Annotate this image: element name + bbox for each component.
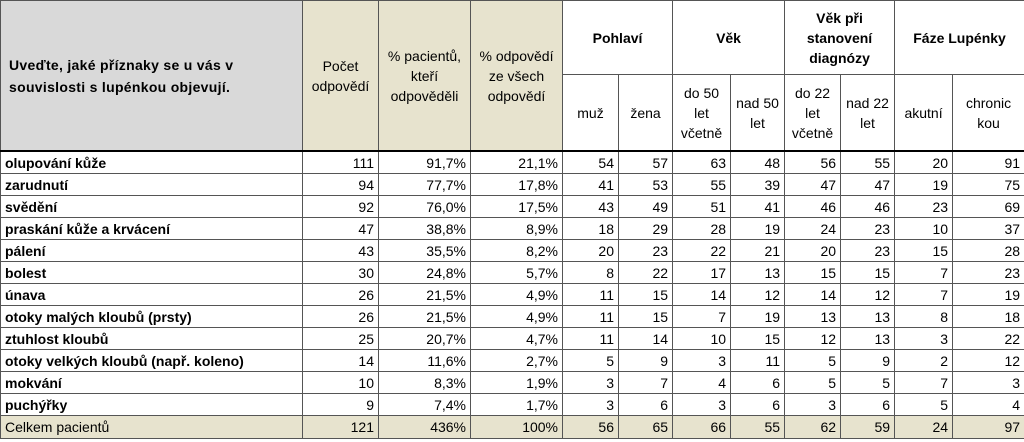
row-cell: 10	[895, 218, 953, 240]
table-row	[1, 151, 1024, 174]
row-cell: 22	[619, 262, 673, 284]
row-cell: 63	[673, 151, 731, 174]
row-cell: 41	[731, 196, 785, 218]
row-label: svědění	[1, 196, 303, 218]
row-cell: 47	[841, 174, 895, 196]
pct-answers-header: % odpovědí ze všech odpovědí	[471, 1, 563, 152]
row-cell: 69	[953, 196, 1024, 218]
total-cell: 24	[895, 416, 953, 439]
table-row	[1, 262, 1024, 284]
row-cell: 29	[619, 218, 673, 240]
sub-header-female: žena	[619, 75, 673, 152]
sub-header-male: muž	[563, 75, 619, 152]
row-cell: 76,0%	[379, 196, 471, 218]
row-cell: 15	[619, 306, 673, 328]
row-cell: 35,5%	[379, 240, 471, 262]
table-row	[1, 394, 1024, 416]
row-cell: 38,8%	[379, 218, 471, 240]
row-cell: 3	[673, 394, 731, 416]
group-header-gender: Pohlaví	[563, 1, 673, 75]
row-cell: 77,7%	[379, 174, 471, 196]
row-cell: 21,1%	[471, 151, 563, 174]
row-cell: 11	[731, 350, 785, 372]
row-cell: 5	[563, 350, 619, 372]
row-label: puchýřky	[1, 394, 303, 416]
row-cell: 7	[673, 306, 731, 328]
row-cell: 3	[563, 394, 619, 416]
row-cell: 51	[673, 196, 731, 218]
group-header-age: Věk	[673, 1, 785, 75]
row-label: olupování kůže	[1, 151, 303, 174]
row-cell: 43	[303, 240, 379, 262]
row-cell: 6	[619, 394, 673, 416]
total-cell: 62	[785, 416, 841, 439]
row-cell: 20	[563, 240, 619, 262]
row-cell: 17,5%	[471, 196, 563, 218]
row-cell: 6	[731, 394, 785, 416]
row-cell: 4	[953, 394, 1024, 416]
row-cell: 18	[563, 218, 619, 240]
row-cell: 7,4%	[379, 394, 471, 416]
row-cell: 4	[673, 372, 731, 394]
row-cell: 49	[619, 196, 673, 218]
row-cell: 20	[895, 151, 953, 174]
row-cell: 9	[303, 394, 379, 416]
row-cell: 46	[785, 196, 841, 218]
row-cell: 5,7%	[471, 262, 563, 284]
sub-header-diag-under-22: do 22 let včetně	[785, 75, 841, 152]
row-cell: 37	[953, 218, 1024, 240]
row-cell: 3	[953, 372, 1024, 394]
row-cell: 3	[563, 372, 619, 394]
row-cell: 41	[563, 174, 619, 196]
table-row	[1, 372, 1024, 394]
row-cell: 4,7%	[471, 328, 563, 350]
sub-header-age-over-50: nad 50 let	[731, 75, 785, 152]
row-cell: 17	[673, 262, 731, 284]
row-cell: 3	[673, 350, 731, 372]
total-cell: 65	[619, 416, 673, 439]
row-cell: 12	[953, 350, 1024, 372]
table-body	[1, 151, 1024, 416]
row-label: ztuhlost kloubů	[1, 328, 303, 350]
row-cell: 30	[303, 262, 379, 284]
row-cell: 56	[785, 151, 841, 174]
row-cell: 14	[785, 284, 841, 306]
row-cell: 92	[303, 196, 379, 218]
total-cell: 436%	[379, 416, 471, 439]
sub-header-age-under-50: do 50 let včetně	[673, 75, 731, 152]
row-cell: 5	[785, 372, 841, 394]
row-cell: 2,7%	[471, 350, 563, 372]
row-cell: 14	[673, 284, 731, 306]
row-cell: 5	[785, 350, 841, 372]
row-cell: 13	[841, 328, 895, 350]
row-cell: 11	[563, 328, 619, 350]
row-cell: 19	[895, 174, 953, 196]
row-cell: 12	[841, 284, 895, 306]
total-row	[1, 416, 1024, 439]
row-cell: 8	[895, 306, 953, 328]
sub-header-chronic: chronic kou	[953, 75, 1024, 152]
table-row	[1, 350, 1024, 372]
row-cell: 47	[303, 218, 379, 240]
group-header-phase: Fáze Lupénky	[895, 1, 1024, 75]
row-cell: 21,5%	[379, 284, 471, 306]
row-cell: 1,7%	[471, 394, 563, 416]
row-cell: 20,7%	[379, 328, 471, 350]
row-cell: 39	[731, 174, 785, 196]
row-cell: 11	[563, 306, 619, 328]
row-label: mokvání	[1, 372, 303, 394]
row-cell: 7	[895, 262, 953, 284]
row-cell: 11,6%	[379, 350, 471, 372]
table-row	[1, 196, 1024, 218]
row-cell: 8,9%	[471, 218, 563, 240]
row-cell: 94	[303, 174, 379, 196]
total-cell: 55	[731, 416, 785, 439]
row-cell: 18	[953, 306, 1024, 328]
table-row	[1, 284, 1024, 306]
row-cell: 3	[895, 328, 953, 350]
row-label: otoky velkých kloubů (např. koleno)	[1, 350, 303, 372]
row-cell: 111	[303, 151, 379, 174]
row-cell: 24,8%	[379, 262, 471, 284]
group-header-diagnosis-age: Věk při stanovení diagnózy	[785, 1, 895, 75]
total-cell: 121	[303, 416, 379, 439]
total-cell: 56	[563, 416, 619, 439]
row-cell: 10	[303, 372, 379, 394]
total-cell: 97	[953, 416, 1024, 439]
row-cell: 15	[619, 284, 673, 306]
row-cell: 19	[953, 284, 1024, 306]
row-cell: 7	[619, 372, 673, 394]
row-cell: 20	[785, 240, 841, 262]
row-cell: 21,5%	[379, 306, 471, 328]
row-cell: 3	[785, 394, 841, 416]
total-label: Celkem pacientů	[1, 416, 303, 439]
row-label: bolest	[1, 262, 303, 284]
count-header: Počet odpovědí	[303, 1, 379, 152]
row-cell: 4,9%	[471, 284, 563, 306]
table-row	[1, 306, 1024, 328]
row-cell: 43	[563, 196, 619, 218]
row-cell: 23	[619, 240, 673, 262]
row-cell: 11	[563, 284, 619, 306]
row-cell: 28	[673, 218, 731, 240]
pct-patients-header: % pacientů, kteří odpověděli	[379, 1, 471, 152]
row-cell: 12	[785, 328, 841, 350]
row-cell: 6	[731, 372, 785, 394]
row-cell: 23	[841, 240, 895, 262]
row-cell: 9	[619, 350, 673, 372]
row-cell: 46	[841, 196, 895, 218]
row-cell: 55	[673, 174, 731, 196]
row-cell: 14	[619, 328, 673, 350]
row-cell: 57	[619, 151, 673, 174]
row-cell: 21	[731, 240, 785, 262]
row-cell: 10	[673, 328, 731, 350]
row-cell: 15	[731, 328, 785, 350]
row-cell: 91	[953, 151, 1024, 174]
row-cell: 22	[673, 240, 731, 262]
row-label: praskání kůže a krvácení	[1, 218, 303, 240]
row-cell: 19	[731, 218, 785, 240]
row-cell: 13	[731, 262, 785, 284]
row-label: zarudnutí	[1, 174, 303, 196]
row-label: únava	[1, 284, 303, 306]
row-cell: 17,8%	[471, 174, 563, 196]
row-cell: 26	[303, 306, 379, 328]
row-cell: 8,3%	[379, 372, 471, 394]
row-cell: 6	[841, 394, 895, 416]
row-cell: 24	[785, 218, 841, 240]
table-row	[1, 218, 1024, 240]
row-cell: 28	[953, 240, 1024, 262]
row-cell: 13	[841, 306, 895, 328]
row-cell: 53	[619, 174, 673, 196]
row-cell: 47	[785, 174, 841, 196]
row-cell: 12	[731, 284, 785, 306]
row-cell: 54	[563, 151, 619, 174]
row-cell: 1,9%	[471, 372, 563, 394]
row-label: pálení	[1, 240, 303, 262]
row-cell: 15	[895, 240, 953, 262]
question-header: Uveďte, jaké příznaky se u vás v souvislosti s lupénkou objevují.	[1, 1, 303, 152]
row-label: otoky malých kloubů (prsty)	[1, 306, 303, 328]
row-cell: 4,9%	[471, 306, 563, 328]
table-row	[1, 174, 1024, 196]
row-cell: 22	[953, 328, 1024, 350]
table-row	[1, 240, 1024, 262]
row-cell: 8,2%	[471, 240, 563, 262]
total-cell: 100%	[471, 416, 563, 439]
row-cell: 55	[841, 151, 895, 174]
sub-header-acute: akutní	[895, 75, 953, 152]
row-cell: 23	[895, 196, 953, 218]
row-cell: 91,7%	[379, 151, 471, 174]
row-cell: 19	[731, 306, 785, 328]
row-cell: 23	[953, 262, 1024, 284]
total-cell: 66	[673, 416, 731, 439]
row-cell: 7	[895, 372, 953, 394]
row-cell: 48	[731, 151, 785, 174]
row-cell: 26	[303, 284, 379, 306]
row-cell: 15	[841, 262, 895, 284]
row-cell: 75	[953, 174, 1024, 196]
sub-header-diag-over-22: nad 22 let	[841, 75, 895, 152]
row-cell: 14	[303, 350, 379, 372]
table-row	[1, 328, 1024, 350]
row-cell: 5	[841, 372, 895, 394]
row-cell: 13	[785, 306, 841, 328]
row-cell: 2	[895, 350, 953, 372]
row-cell: 9	[841, 350, 895, 372]
row-cell: 5	[895, 394, 953, 416]
row-cell: 23	[841, 218, 895, 240]
total-cell: 59	[841, 416, 895, 439]
row-cell: 7	[895, 284, 953, 306]
row-cell: 25	[303, 328, 379, 350]
row-cell: 8	[563, 262, 619, 284]
row-cell: 15	[785, 262, 841, 284]
